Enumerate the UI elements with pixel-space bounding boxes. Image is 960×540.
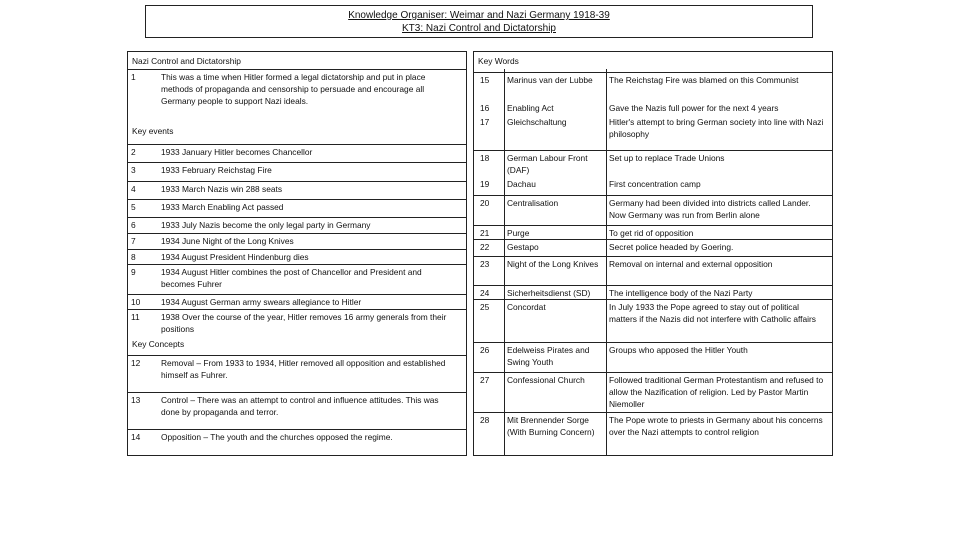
concept-row bbox=[128, 392, 466, 429]
row-number: 24 bbox=[480, 288, 490, 298]
row-number: 9 bbox=[131, 267, 136, 277]
row-text: Opposition – The youth and the churches opposed the regime. bbox=[161, 432, 393, 442]
key-word-row bbox=[474, 177, 832, 195]
row-text: 1938 Over the course of the year, Hitler removes 16 army generals from their positions bbox=[161, 312, 447, 334]
key-word-row bbox=[474, 342, 832, 374]
row-number: 12 bbox=[131, 358, 141, 368]
row-number: 11 bbox=[131, 312, 140, 322]
row-number: 28 bbox=[480, 415, 490, 425]
event-row bbox=[128, 162, 466, 182]
key-term: Mit Brennender Sorge (With Burning Concern) bbox=[507, 415, 595, 437]
row-number: 25 bbox=[480, 302, 490, 312]
page-title-box bbox=[145, 5, 813, 38]
row-number: 15 bbox=[480, 75, 490, 85]
row-number: 19 bbox=[480, 179, 490, 189]
term-definition: Removal on internal and external opposition bbox=[609, 259, 773, 269]
term-definition: In July 1933 the Pope agreed to stay out of political matters if the Nazis did not interfere with Catholic affairs bbox=[609, 302, 816, 324]
row-number: 21 bbox=[480, 228, 490, 238]
key-term: Gleichschaltung bbox=[507, 117, 567, 127]
key-term: Edelweiss Pirates and Swing Youth bbox=[507, 345, 590, 367]
term-definition: Set up to replace Trade Unions bbox=[609, 153, 725, 163]
event-row bbox=[128, 144, 466, 163]
term-definition: Followed traditional German Protestantism and refused to allow the Nazification of religion. Led by Pastor Martin Niemoller bbox=[609, 375, 824, 409]
key-words-panel bbox=[473, 51, 833, 456]
key-term: Night of the Long Knives bbox=[507, 259, 599, 269]
key-word-row bbox=[474, 101, 832, 116]
term-definition: Hitler's attempt to bring German society into line with Nazi philosophy bbox=[609, 117, 824, 139]
intro-row bbox=[128, 69, 466, 125]
row-number: 14 bbox=[131, 432, 141, 442]
term-definition: First concentration camp bbox=[609, 179, 701, 189]
key-word-row bbox=[474, 412, 832, 457]
row-text: Control – There was an attempt to control and influence attitudes. This was done by propaganda and terror. bbox=[161, 395, 439, 417]
row-text: Removal – From 1933 to 1934, Hitler removed all opposition and established himself as Fuhrer. bbox=[161, 358, 446, 380]
row-text: This was a time when Hitler formed a legal dictatorship and put in place methods of propaganda and censorship to persuade and encourage all Germany people to support Nazi ideals. bbox=[161, 72, 426, 106]
row-number: 16 bbox=[480, 103, 490, 113]
term-definition: The intelligence body of the Nazi Party bbox=[609, 288, 753, 298]
panel-heading: Key Words bbox=[478, 56, 519, 66]
row-number: 2 bbox=[131, 147, 136, 157]
key-word-row bbox=[474, 239, 832, 255]
key-term: German Labour Front (DAF) bbox=[507, 153, 588, 175]
nazi-control-panel bbox=[127, 51, 467, 456]
row-text: 1933 January Hitler becomes Chancellor bbox=[161, 147, 313, 157]
key-term: Centralisation bbox=[507, 198, 559, 208]
row-text: 1934 June Night of the Long Knives bbox=[161, 236, 294, 246]
key-word-row bbox=[474, 256, 832, 287]
event-row bbox=[128, 309, 466, 333]
key-word-row bbox=[474, 372, 832, 413]
row-number: 27 bbox=[480, 375, 490, 385]
row-number: 17 bbox=[480, 117, 490, 127]
row-number: 10 bbox=[131, 297, 141, 307]
key-word-row bbox=[474, 299, 832, 343]
key-word-row bbox=[474, 115, 832, 144]
term-definition: Groups who apposed the Hitler Youth bbox=[609, 345, 748, 355]
key-concepts-heading: Key Concepts bbox=[132, 339, 185, 349]
row-text: 1933 March Enabling Act passed bbox=[161, 202, 284, 212]
row-text: 1933 February Reichstag Fire bbox=[161, 165, 272, 175]
event-row bbox=[128, 217, 466, 233]
row-number: 23 bbox=[480, 259, 490, 269]
page-title: Knowledge Organiser: Weimar and Nazi Germany 1918-39 bbox=[348, 10, 610, 21]
event-row bbox=[128, 181, 466, 200]
row-text: 1934 August President Hindenburg dies bbox=[161, 252, 309, 262]
term-definition: To get rid of opposition bbox=[609, 228, 694, 238]
key-term: Dachau bbox=[507, 179, 536, 189]
event-row bbox=[128, 199, 466, 218]
row-number: 8 bbox=[131, 252, 136, 262]
key-term: Sicherheitsdienst (SD) bbox=[507, 288, 591, 298]
term-definition: Germany had been divided into districts called Lander. Now Germany was run from Berlin alone bbox=[609, 198, 811, 220]
concept-row bbox=[128, 355, 466, 393]
key-term: Enabling Act bbox=[507, 103, 554, 113]
row-number: 13 bbox=[131, 395, 141, 405]
row-number: 26 bbox=[480, 345, 490, 355]
event-row bbox=[128, 233, 466, 249]
term-definition: The Reichstag Fire was blamed on this Communist bbox=[609, 75, 799, 85]
term-definition: The Pope wrote to priests in Germany about his concerns over the Nazi attempts to control religion bbox=[609, 415, 823, 437]
row-text: 1933 July Nazis become the only legal party in Germany bbox=[161, 220, 371, 230]
row-text: 1933 March Nazis win 288 seats bbox=[161, 184, 283, 194]
event-row bbox=[128, 249, 466, 264]
event-row bbox=[128, 264, 466, 294]
concept-row bbox=[128, 429, 466, 458]
row-number: 1 bbox=[131, 72, 136, 82]
key-term: Concordat bbox=[507, 302, 546, 312]
row-text: 1934 August German army swears allegiance to Hitler bbox=[161, 297, 362, 307]
key-term: Confessional Church bbox=[507, 375, 585, 385]
row-text: 1934 August Hitler combines the post of Chancellor and President and becomes Fuhrer bbox=[161, 267, 422, 289]
row-number: 3 bbox=[131, 165, 136, 175]
row-number: 20 bbox=[480, 198, 490, 208]
row-number: 18 bbox=[480, 153, 490, 163]
row-number: 6 bbox=[131, 220, 136, 230]
page-subtitle: KT3: Nazi Control and Dictatorship bbox=[402, 23, 556, 34]
key-term: Marinus van der Lubbe bbox=[507, 75, 593, 85]
row-number: 7 bbox=[131, 236, 136, 246]
term-definition: Gave the Nazis full power for the next 4 years bbox=[609, 103, 779, 113]
key-events-heading: Key events bbox=[132, 126, 174, 136]
panel-heading: Nazi Control and Dictatorship bbox=[132, 56, 241, 66]
key-term: Gestapo bbox=[507, 242, 539, 252]
row-number: 5 bbox=[131, 202, 136, 212]
term-definition: Secret police headed by Goering. bbox=[609, 242, 734, 252]
key-term: Purge bbox=[507, 228, 530, 238]
row-number: 4 bbox=[131, 184, 136, 194]
event-row bbox=[128, 294, 466, 309]
key-word-row bbox=[474, 72, 832, 103]
key-word-row bbox=[474, 195, 832, 225]
row-number: 22 bbox=[480, 242, 490, 252]
